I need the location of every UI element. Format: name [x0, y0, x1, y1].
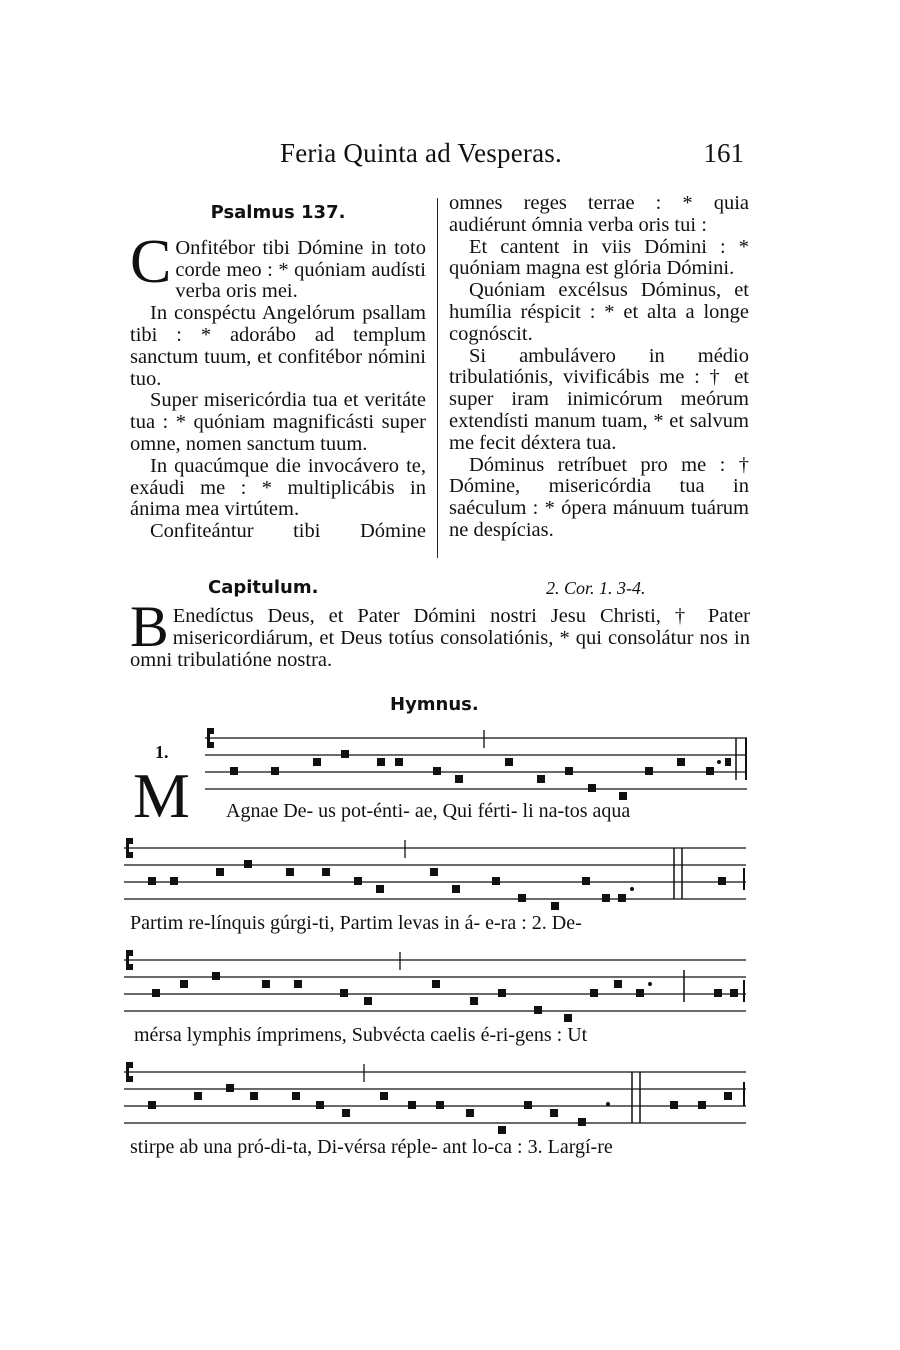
verse-number: 1.: [155, 742, 169, 762]
capitulum-text: [130, 594, 750, 671]
psalm-verse: Dóminus retríbuet pro me : † Dómine, misericórdia tua in saéculum : * ópera mánuum tuárum ne despícias.: [449, 453, 749, 541]
psalm-title: Psalmus 137.: [210, 202, 346, 223]
hymn-lyrics-line: mérsa lymphis ímprimens, Subvécta caelis é-ri-gens : Ut: [134, 1024, 588, 1046]
hymn-lyrics-line: Agnae De- us pot-énti- ae, Qui férti- li na-tos aqua: [226, 800, 631, 822]
psalm-verse: omnes reges terrae : * quia audiérunt ómnia verba oris tui :: [449, 192, 749, 236]
capitulum-body: Enedíctus Deus, et Pater Dómini nostri Jesu Christi, † Pater misericordiárum, et Deus totíus consolatiónis, * qui consolátur nos in omni tribulatióne nostra.: [130, 605, 750, 671]
column-divider: [437, 198, 438, 558]
psalm-verse: In conspéctu Angelórum psallam tibi : * adorábo ad templum sanctum tuum, et confitébor nómini tuo.: [130, 302, 426, 390]
capitulum-section: [130, 577, 750, 671]
hymn-initial: M: [133, 760, 190, 831]
psalm-verse: Confiteántur tibi Dómine: [150, 520, 426, 543]
music-staff-1: [205, 724, 750, 804]
neume-notes: [230, 750, 731, 800]
psalm-verse-text: Onfitébor tibi Dómine in toto corde meo : * quóniam audísti verba oris mei.: [175, 236, 426, 303]
psalm-verse: In quacúmque die invocávero te, exáudi me : * multiplicábis in ánima mea virtútem.: [130, 454, 426, 521]
neume-notes: [148, 860, 726, 910]
page-title: Feria Quinta ad Vesperas.: [280, 138, 562, 168]
hymn-title: Hymnus.: [390, 694, 479, 715]
running-head: [130, 138, 750, 178]
page-number: 161: [703, 138, 744, 168]
drop-cap-initial: B: [130, 594, 169, 659]
psalm-verse: [130, 227, 426, 303]
hymn-lyrics-line: stirpe ab una pró-di-ta, Di-vérsa réple- ant lo-ca : 3. Largí-re: [130, 1136, 613, 1158]
psalm-verse: Super misericórdia tua et veritáte tua : * quóniam magnificásti super omne, nomen sanctum tuum.: [130, 389, 426, 455]
psalm-verse: Si ambulávero in médio tribulatiónis, vivificábis me : † et super iram inimicórum meórum extendísti manum tuam, * et salvum me fecit déxtera tua.: [449, 344, 749, 454]
capitulum-title: Capitulum.: [208, 577, 319, 598]
hymn-lyrics-line: Partim re-línquis gúrgi-ti, Partim levas in á- e-ra : 2. De-: [130, 912, 582, 934]
music-staff-2: [124, 834, 750, 914]
music-staff-3: [124, 946, 750, 1026]
scripture-reference: 2. Cor. 1. 3-4.: [546, 578, 646, 598]
neume-notes: [152, 972, 738, 1022]
neume-notes: [148, 1084, 732, 1134]
psalm-verse: Quóniam excélsus Dóminus, et humília réspicit : * et alta a longe cognóscit.: [449, 279, 749, 345]
psalm-verse: Et cantent in viis Dómini : * quóniam magna est glória Dómini.: [449, 235, 749, 280]
psalm-left-column: [130, 198, 426, 543]
music-staff-4: [124, 1058, 750, 1138]
psalm-right-column: [449, 193, 749, 542]
drop-cap-initial: C: [130, 227, 172, 296]
